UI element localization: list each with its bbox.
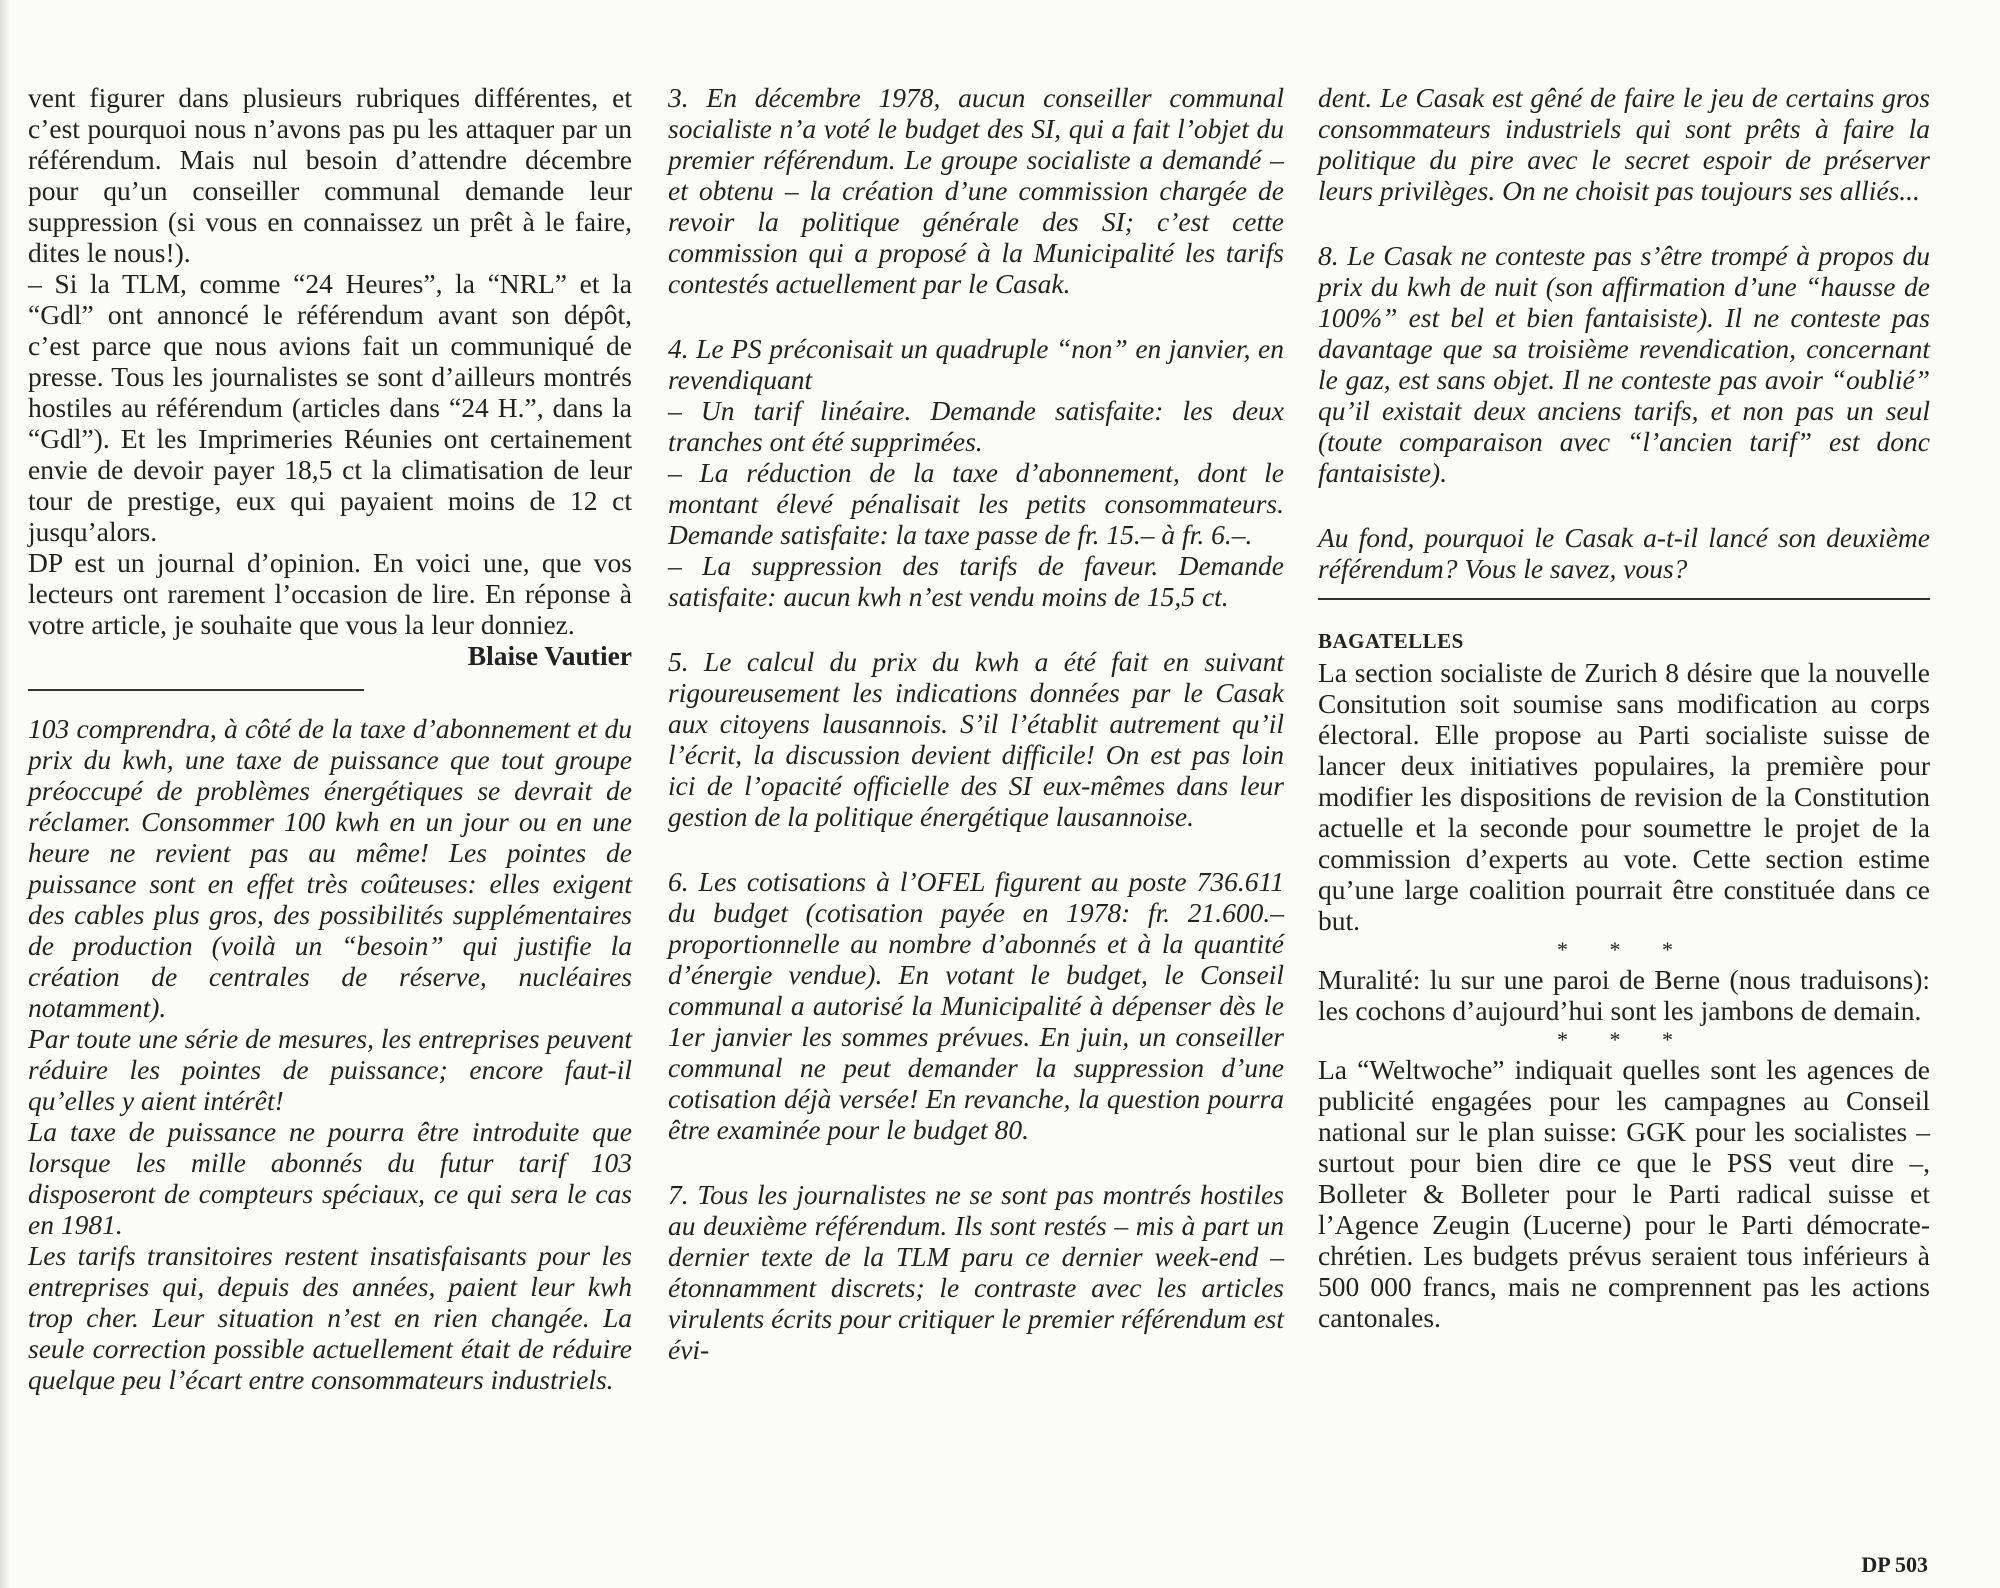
separator-stars: * * * <box>1557 1027 1691 1052</box>
letter-signature: Blaise Vautier <box>467 640 632 671</box>
point-4-paragraph: 4. Le PS préconisait un quadruple “non” en janvier, en revendiquant <box>668 333 1284 395</box>
right-column <box>1318 82 1930 1333</box>
point-6-paragraph: 6. Les cotisations à l’OFEL figurent au poste 736.611 du budget (cotisation payée en 1978: fr. 21.600.– proportionnelle au nombre d’abonnés et à la quantité d’énergie vendue). En votant le budget, le Conseil communal a autorisé la Municipalité à dépenser dès le 1er janvier les sommes prévues. En juin, un conseiller communal ne peut demander la suppression d’une cotisation déjà versée! En revanche, la question pourra être examinée pour le budget 80. <box>668 866 1284 1145</box>
bagatelles-item: Muralité: lu sur une paroi de Berne (nous traduisons): les cochons d’aujourd’hui sont les jambons de demain. <box>1318 964 1930 1026</box>
reply-paragraph: Par toute une série de mesures, les entreprises peuvent réduire les pointes de puissance; encore faut-il qu’elles y aient intérêt! <box>28 1023 632 1116</box>
point-4-item: – Un tarif linéaire. Demande satisfaite: les deux tranches ont été supprimées. <box>668 395 1284 457</box>
bagatelles-item: La section socialiste de Zurich 8 désire que la nouvelle Consitution soit soumise sans modification au corps électoral. Elle propose au Parti socialiste suisse de lancer deux initiatives populaires, la première pour modifier les dispositions de revision de la Constitution actuelle et la seconde pour soumettre le projet de la commission d’experts au vote. Cette section estime qu’une large coalition pourrait être constituée dans ce but. <box>1318 657 1930 936</box>
page-number: DP 503 <box>1861 1552 1928 1577</box>
point-7-paragraph: 7. Tous les journalistes ne se sont pas montrés hostiles au deuxième référendum. Ils sont restés – mis à part un dernier texte de la TLM paru ce dernier week-end – étonnamment discrets; le contraste avec les articles virulents écrits pour critiquer le premier référendum est évi- <box>668 1179 1284 1365</box>
article-continuation-paragraph: dent. Le Casak est gêné de faire le jeu de certains gros consommateurs industriels qui sont prêts à faire la politique du pire avec le secret espoir de préserver leurs privilèges. On ne choisit pas toujours ses alliés... <box>1318 82 1930 206</box>
reply-paragraph: Les tarifs transitoires restent insatisfaisants pour les entreprises qui, depuis des années, paient leur kwh trop cher. Leur situation n’est en rien changée. La seule correction possible actuellement était de réduire quelque peu l’écart entre consommateurs industriels. <box>28 1240 632 1395</box>
letter-paragraph: vent figurer dans plusieurs rubriques différentes, et c’est pourquoi nous n’avons pas pu les attaquer par un référendum. Mais nul besoin d’attendre décembre pour qu’un conseiller communal demande leur suppression (si vous en connaissez un prêt à le faire, dites le nous!). <box>28 82 632 268</box>
left-column <box>28 82 632 1395</box>
closing-question-paragraph: Au fond, pourquoi le Casak a-t-il lancé son deuxième référendum? Vous le savez, vous? <box>1318 522 1930 584</box>
letter-paragraph: DP est un journal d’opinion. En voici une, que vos lecteurs ont rarement l’occasion de lire. En réponse à votre article, je souhaite que vous la leur donniez. <box>28 547 632 640</box>
point-8-paragraph: 8. Le Casak ne conteste pas s’être trompé à propos du prix du kwh de nuit (son affirmation d’une “hausse de 100%” est bel et bien fantaisiste). Il ne conteste pas davantage que sa troisième revendication, concernant le gaz, est sans objet. Il ne conteste pas avoir “oublié” qu’il existait deux anciens tarifs, et non pas un seul (toute comparaison avec “l’ancien tarif” est donc fantaisiste). <box>1318 240 1930 488</box>
point-4-item: – La réduction de la taxe d’abonnement, dont le montant élevé pénalisait les petits consommateurs. Demande satisfaite: la taxe passe de fr. 15.– à fr. 6.–. <box>668 457 1284 550</box>
reply-paragraph: 103 comprendra, à côté de la taxe d’abonnement et du prix du kwh, une taxe de puissance que tout groupe préoccupé de problèmes énergétiques se devrait de réclamer. Consommer 100 kwh en un jour ou en une heure ne revient pas au même! Les pointes de puissance sont en effet très coûteuses: elles exigent des cables plus gros, des possibilités supplémentaires de production (voilà un “besoin” qui justifie la création de centrales de réserve, nucléaires notamment). <box>28 713 632 1023</box>
point-5-paragraph: 5. Le calcul du prix du kwh a été fait en suivant rigoureusement les indications données par le Casak aux citoyens lausannois. S’il l’établit autrement qu’il l’écrit, la discussion devient difficile! On est pas loin ici de l’opacité officielle des SI eux-mêmes dans leur gestion de la politique énergétique lausannoise. <box>668 646 1284 832</box>
separator-stars: * * * <box>1557 937 1691 962</box>
point-4-item: – La suppression des tarifs de faveur. Demande satisfaite: aucun kwh n’est vendu moins de 15,5 ct. <box>668 550 1284 612</box>
middle-column <box>668 82 1284 1365</box>
letter-paragraph: – Si la TLM, comme “24 Heures”, la “NRL” et la “Gdl” ont annoncé le référendum avant son dépôt, c’est parce que nous avions fait un communiqué de presse. Tous les journalistes se sont d’ailleurs montrés hostiles au référendum (articles dans “24 H.”, dans la “Gdl”). Et les Imprimeries Réunies ont certainement envie de devoir payer 18,5 ct la climatisation de leur tour de prestige, eux qui payaient moins de 12 ct jusqu’alors. <box>28 268 632 547</box>
reply-paragraph: La taxe de puissance ne pourra être introduite que lorsque les mille abonnés du futur tarif 103 disposeront de compteurs spéciaux, ce qui sera le cas en 1981. <box>28 1116 632 1240</box>
column-divider-rule <box>28 689 364 691</box>
point-3-paragraph: 3. En décembre 1978, aucun conseiller communal socialiste n’a voté le budget des SI, qui a fait l’objet du premier référendum. Le groupe socialiste a demandé – et obtenu – la création d’une commission chargée de revoir la politique générale des SI; c’est cette commission qui a proposé à la Municipalité les tarifs contestés actuellement par le Casak. <box>668 82 1284 299</box>
page-edge-shadow <box>0 0 10 1588</box>
section-divider-rule <box>1318 598 1930 600</box>
section-heading: BAGATELLES <box>1318 629 1464 653</box>
bagatelles-item: La “Weltwoche” indiquait quelles sont les agences de publicité engagées pour les campagnes au Conseil national sur le plan suisse: GGK pour les socialistes – surtout pour bien dire ce que le PSS veut dire –, Bolleter & Bolleter pour le Parti radical suisse et l’Agence Zeugin (Lucerne) pour le Parti démocrate-chrétien. Les budgets prévus seraient tous inférieurs à 500 000 francs, mais ne comprennent pas les actions cantonales. <box>1318 1054 1930 1333</box>
